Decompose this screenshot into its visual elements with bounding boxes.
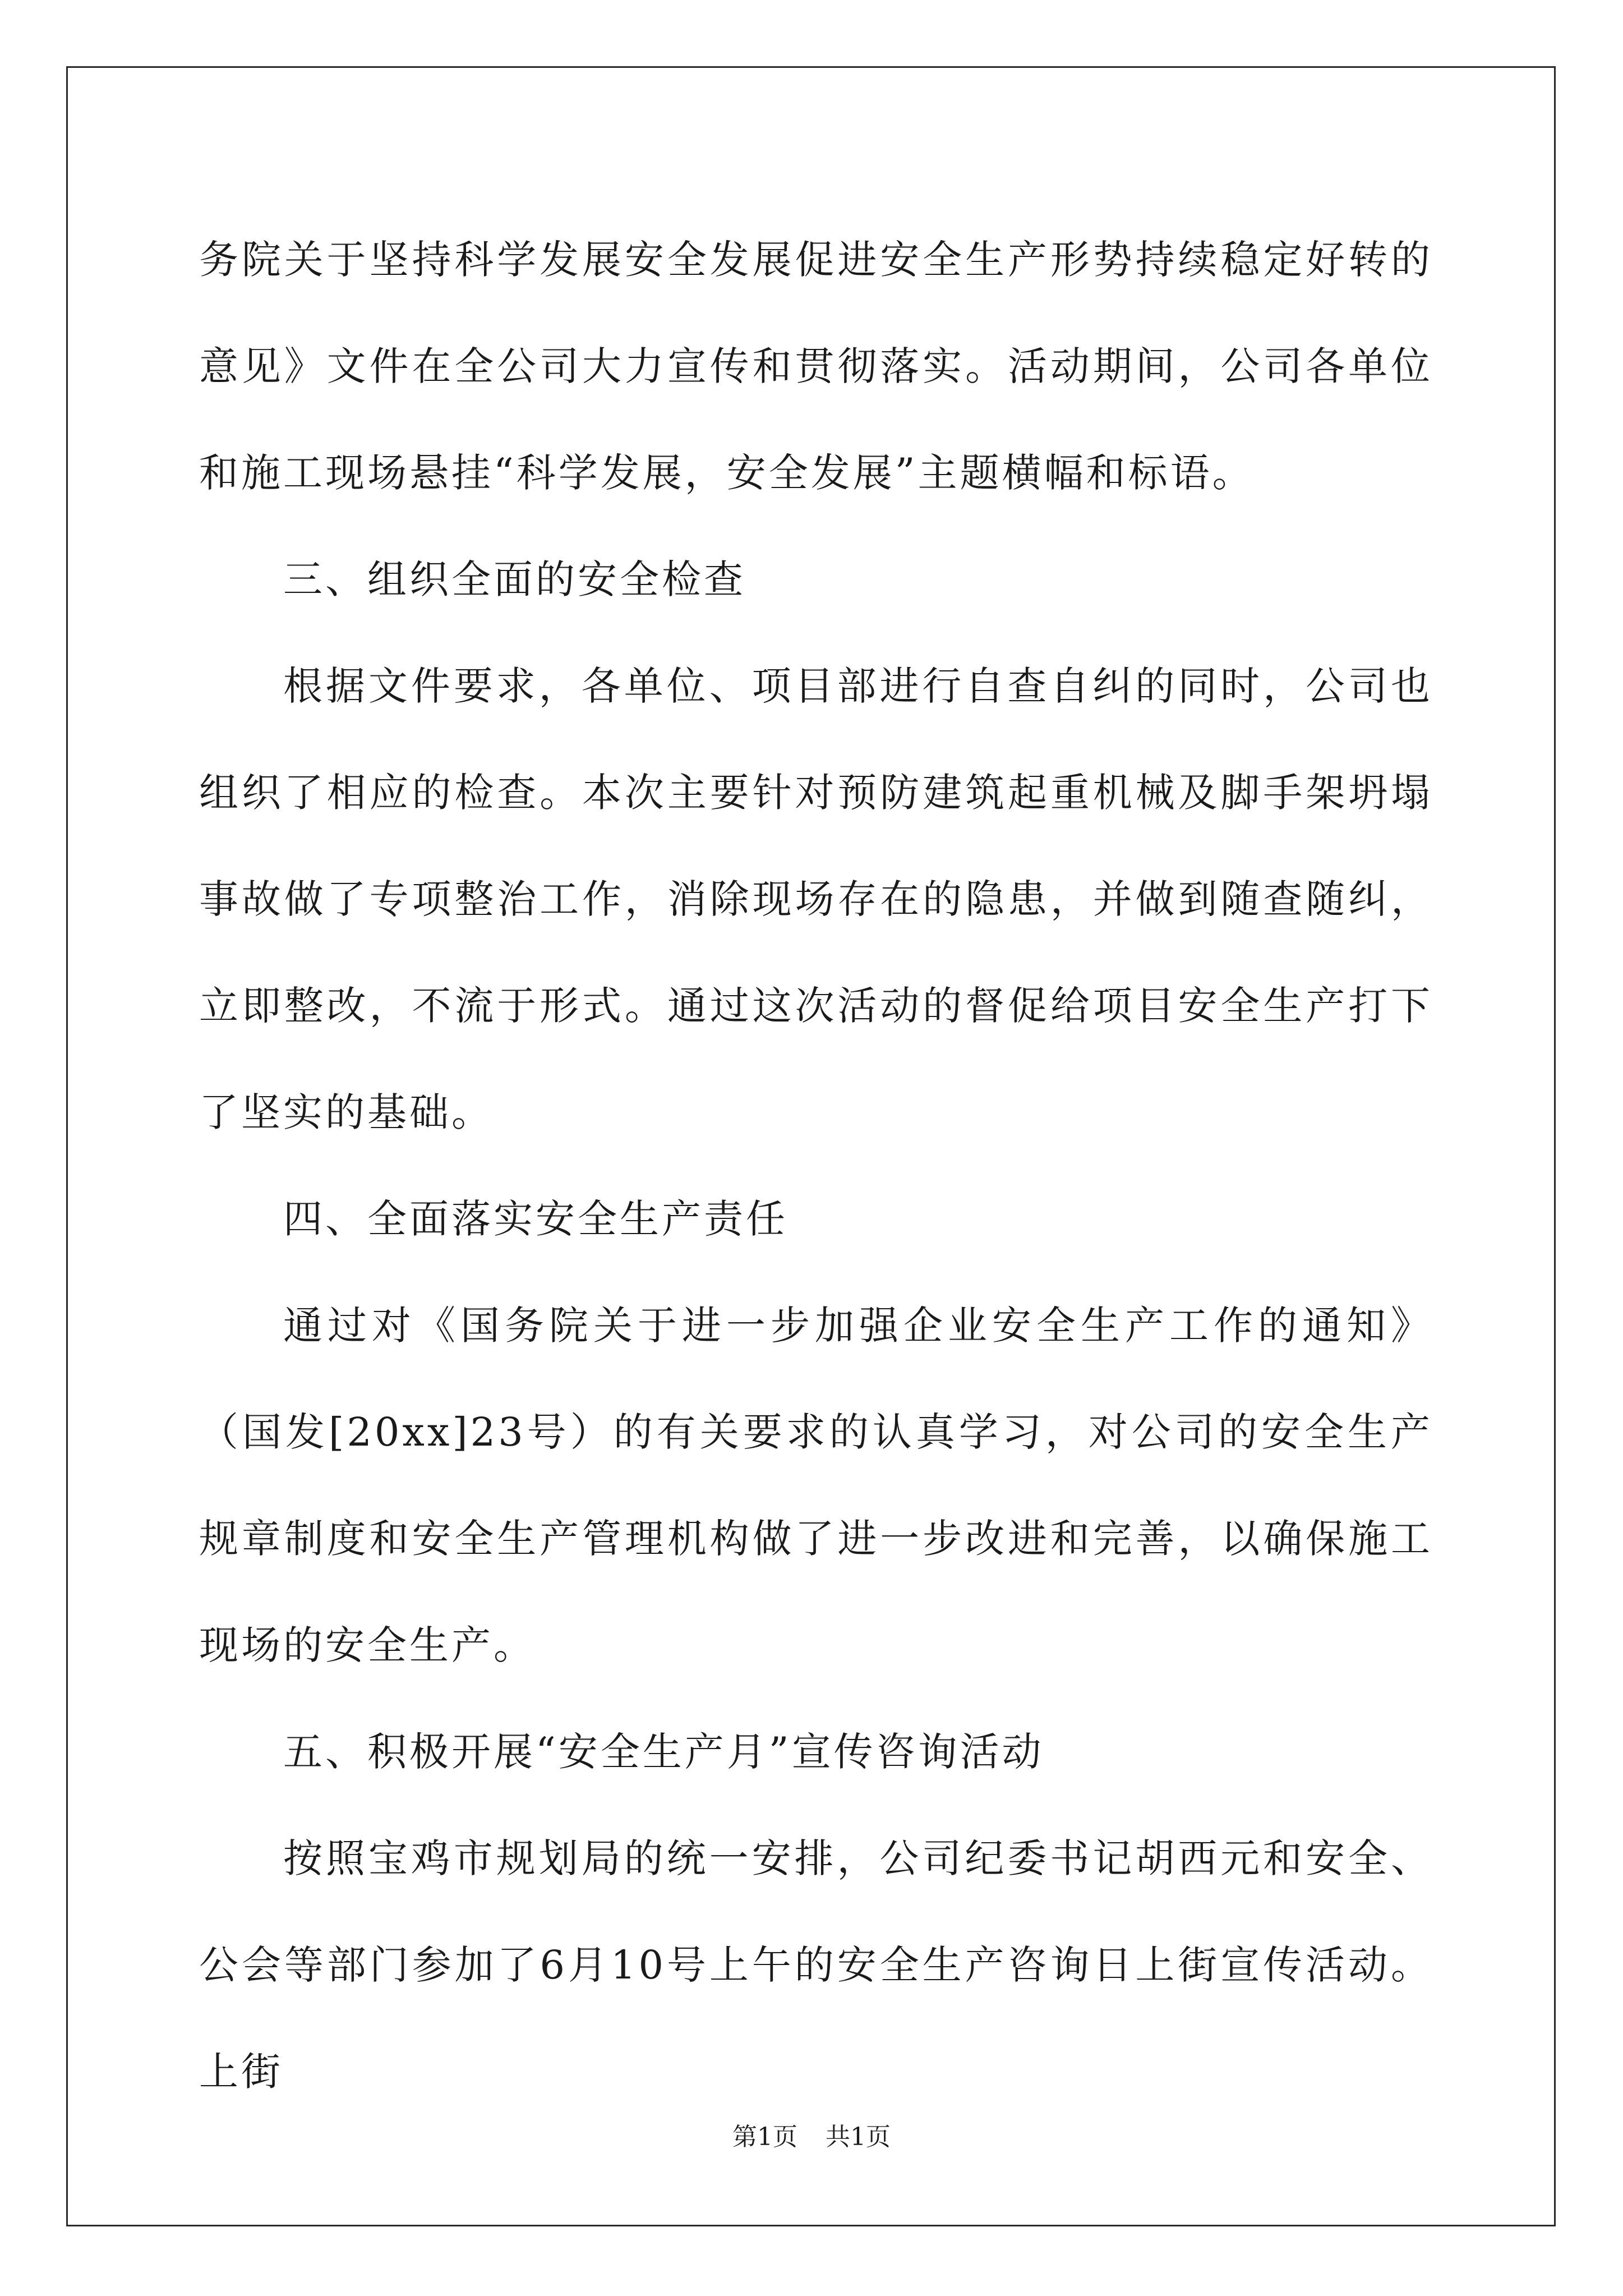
page-total: 共1页 (826, 2123, 891, 2151)
section-heading: 三、组织全面的安全检查 (283, 556, 746, 602)
paragraph: 务院关于坚持科学发展安全发展促进安全生产形势持续稳定好转的意见》文件在全公司大力宣传和贯彻落实。活动期间，公司各单位和施工现场悬挂“科学发展，安全发展”主题横幅和标语。 (199, 237, 1433, 496)
page-number: 第1页 (732, 2123, 797, 2151)
section-heading: 五、积极开展“安全生产月”宣传咨询活动 (283, 1729, 1044, 1775)
section-heading: 四、全面落实安全生产责任 (283, 1196, 788, 1242)
page-footer (0, 2120, 1623, 2154)
document-body (199, 206, 1433, 2125)
paragraph: 按照宝鸡市规划局的统一安排，公司纪委书记胡西元和安全、公会等部门参加了6月10号上午的安全生产咨询日上街宣传活动。上街 (199, 1835, 1433, 2095)
paragraph: 通过对《国务院关于进一步加强企业安全生产工作的通知》（国发[20xx]23号）的有关要求的认真学习，对公司的安全生产规章制度和安全生产管理机构做了进一步改进和完善，以确保施工现场的安全生产。 (199, 1303, 1433, 1668)
paragraph: 根据文件要求，各单位、项目部进行自查自纠的同时，公司也组织了相应的检查。本次主要针对预防建筑起重机械及脚手架坍塌事故做了专项整治工作，消除现场存在的隐患，并做到随查随纠，立即整改，不流于形式。通过这次活动的督促给项目安全生产打下了坚实的基础。 (199, 663, 1433, 1135)
